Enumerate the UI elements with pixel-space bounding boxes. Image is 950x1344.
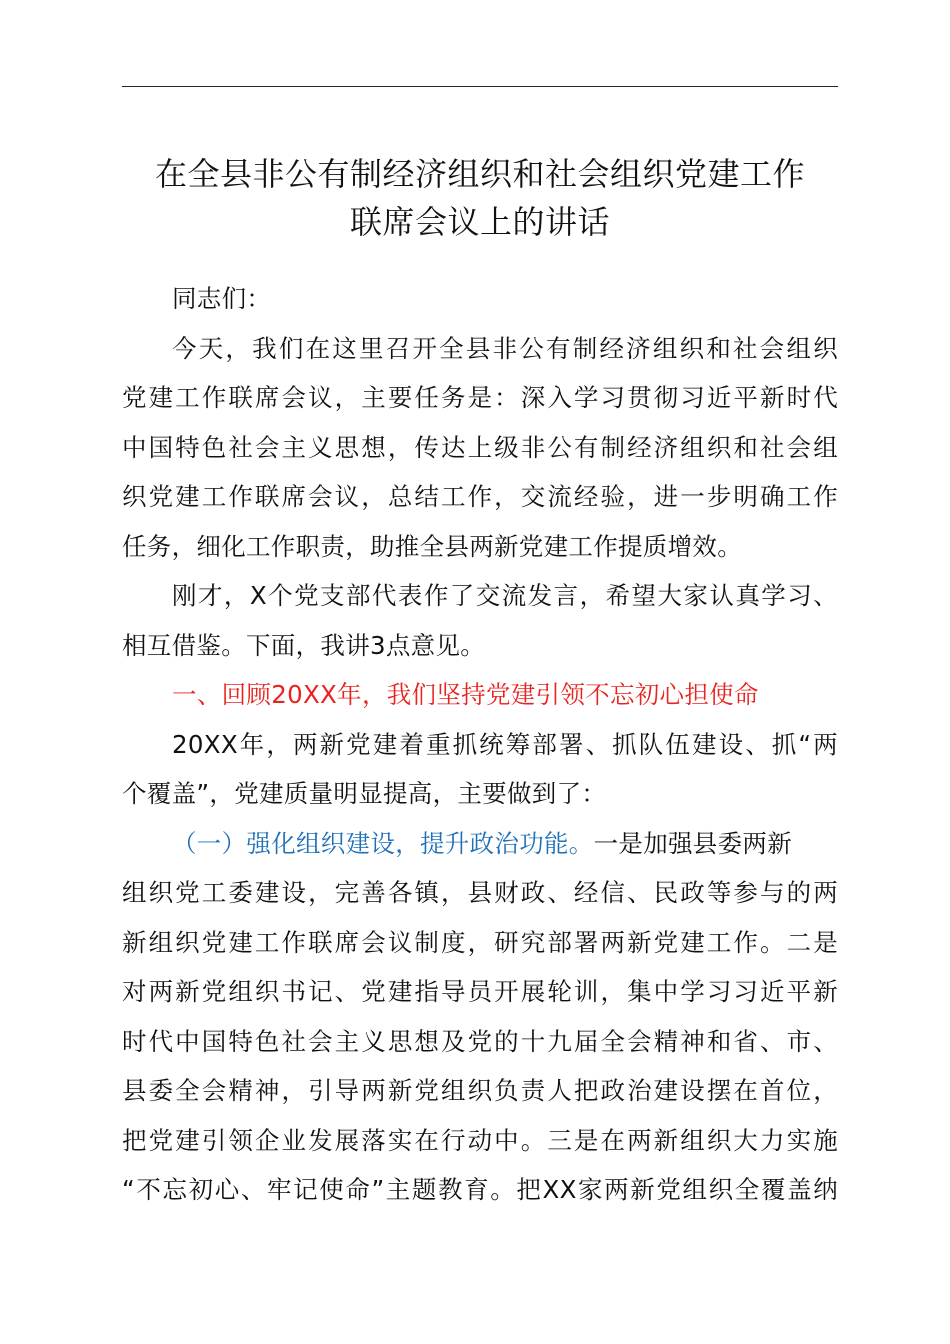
subsection-heading: （一）强化组织建设，提升政治功能。 bbox=[172, 828, 594, 858]
subsection-first-line bbox=[122, 819, 838, 869]
paragraph-line: 时代中国特色社会主义思想及党的十九届全会精神和省、市、 bbox=[122, 1026, 838, 1056]
document-body bbox=[122, 274, 838, 1215]
paragraph-line: 把党建引领企业发展落实在行动中。三是在两新组织大力实施 bbox=[122, 1125, 838, 1155]
paragraph-text: 一是加强县委两新 bbox=[593, 828, 793, 858]
paragraph-line: 20XX年，两新党建着重抓统筹部署、抓队伍建设、抓“两 bbox=[172, 729, 838, 759]
paragraph-line: “不忘初心、牢记使命”主题教育。把XX家两新党组织全覆盖纳 bbox=[122, 1175, 838, 1204]
paragraph-line: 任务，细化工作职责，助推全县两新党建工作提质增效。 bbox=[122, 531, 742, 561]
header-rule bbox=[122, 86, 838, 87]
paragraph-line: 相互借鉴。下面，我讲3点意见。 bbox=[122, 630, 486, 660]
paragraph-line: 县委全会精神，引导两新党组织负责人把政治建设摆在首位， bbox=[122, 1076, 838, 1105]
paragraph-line: 党建工作联席会议，主要任务是：深入学习贯彻习近平新时代 bbox=[122, 383, 838, 412]
paragraph-line: 新组织党建工作联席会议制度，研究部署两新党建工作。二是 bbox=[122, 927, 838, 957]
document-title-line-2: 联席会议上的讲话 bbox=[349, 203, 610, 241]
paragraph-line: 今天，我们在这里召开全县非公有制经济组织和社会组织 bbox=[172, 333, 838, 363]
section-heading: 一、回顾20XX年，我们坚持党建引领不忘初心担使命 bbox=[172, 680, 759, 709]
salutation: 同志们： bbox=[172, 284, 272, 313]
paragraph-line: 织党建工作联席会议，总结工作，交流经验，进一步明确工作 bbox=[122, 482, 838, 511]
paragraph-line: 个覆盖”，党建质量明显提高，主要做到了： bbox=[122, 779, 607, 808]
document-title-line-1: 在全县非公有制经济组织和社会组织党建工作 bbox=[154, 155, 805, 193]
paragraph-line: 对两新党组织书记、党建指导员开展轮训，集中学习习近平新 bbox=[122, 977, 838, 1006]
paragraph-line: 中国特色社会主义思想，传达上级非公有制经济组织和社会组 bbox=[122, 432, 838, 462]
paragraph-line: 组织党工委建设，完善各镇，县财政、经信、民政等参与的两 bbox=[122, 878, 838, 907]
paragraph-line: 刚才，X个党支部代表作了交流发言，希望大家认真学习、 bbox=[172, 581, 838, 610]
